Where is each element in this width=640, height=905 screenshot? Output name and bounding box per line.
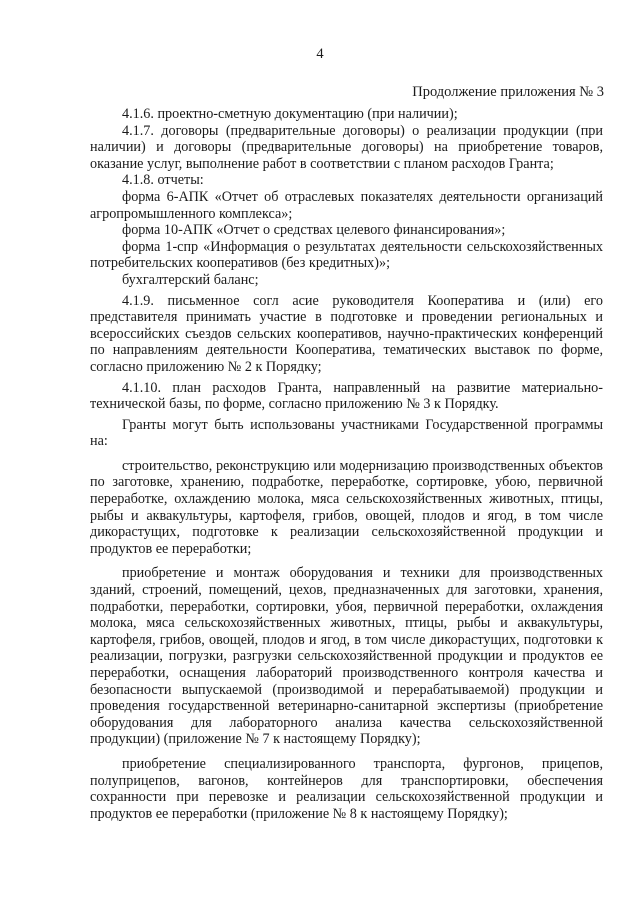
grant-usage-construction: строительство, реконструкцию или модернизацию производственных объектов по заготовке, хранению, подработке, переработке, сортировке, убою, первичной переработке, охлаждению молока, мяса сельскохозяйственных животных, птицы, рыбы и аквакультуры, картофеля, грибов, овощей, плодов и ягод, в том числе дикорастущих, подготовке к реализации сельскохозяйственной продукции и продуктов ее переработки; — [90, 457, 603, 557]
report-balance-sheet: бухгалтерский баланс; — [122, 271, 259, 288]
paragraph-4-1-7: 4.1.7. договоры (предварительные договоры) о реализации продукции (при наличии) и договоры (предварительные договоры) на приобретение товаров, оказание услуг, выполнение работ в соответствии с планом расходов Гранта; — [90, 122, 603, 172]
paragraph-4-1-9: 4.1.9. письменное согл асие руководителя Кооператива и (или) его представителя принимать участие в подготовке и проведении региональных и всероссийских съездов сельских кооперативов, научно-практических конференций по направлениям деятельности Кооператива, тематических выставок по форме, согласно приложению № 2 к Порядку; — [90, 292, 603, 375]
grant-usage-equipment: приобретение и монтаж оборудования и техники для производственных зданий, строений, помещений, цехов, предназначенных для заготовки, хранения, подработки, переработки, сортировки, убоя, первичной переработки, охлаждения молока, мяса сельскохозяйственных животных, птицы, рыбы и аквакультуры, картофеля, грибов, овощей, плодов и ягод, в том числе дикорастущих, подготовки к реализации, погрузки, разгрузки сельскохозяйственной продукции и продуктов ее переработки, оснащения лабораторий производственного контроля качества и безопасности выпускаемой (производимой и перерабатываемой) продукции и проведения государственной ветеринарно-санитарной экспертизы (приобретение оборудования для лабораторного анализа качества сельскохозяйственной продукции) (приложение № 7 к настоящему Порядку); — [90, 565, 603, 748]
page-number: 4 — [316, 46, 324, 62]
paragraph-4-1-8: 4.1.8. отчеты: — [122, 172, 204, 189]
grant-usage-transport: приобретение специализированного транспорта, фургонов, прицепов, полуприцепов, вагонов, контейнеров для транспортировки, обеспечения сохранности при перевозке и реализации сельскохозяйственной продукции и продуктов ее переработки (приложение № 8 к настоящему Порядку); — [90, 755, 603, 822]
report-form-6-apk: форма 6-АПК «Отчет об отраслевых показателях деятельности организаций агропромышленного комплекса»; — [90, 188, 603, 222]
report-form-10-apk: форма 10-АПК «Отчет о средствах целевого финансирования»; — [122, 222, 506, 239]
paragraph-4-1-6: 4.1.6. проектно-сметную документацию (при наличии); — [122, 106, 458, 122]
report-form-1-spr: форма 1-спр «Информация о результатах деятельности сельскохозяйственных потребительских кооперативов (без кредитных)»; — [90, 238, 603, 272]
grant-usage-intro: Гранты могут быть использованы участниками Государственной программы на: — [90, 416, 603, 450]
appendix-continuation-note: Продолжение приложения № 3 — [412, 84, 604, 100]
document-body — [90, 106, 603, 822]
paragraph-4-1-10: 4.1.10. план расходов Гранта, направленный на развитие материально-технической базы, по форме, согласно приложению № 3 к Порядку. — [90, 379, 603, 413]
